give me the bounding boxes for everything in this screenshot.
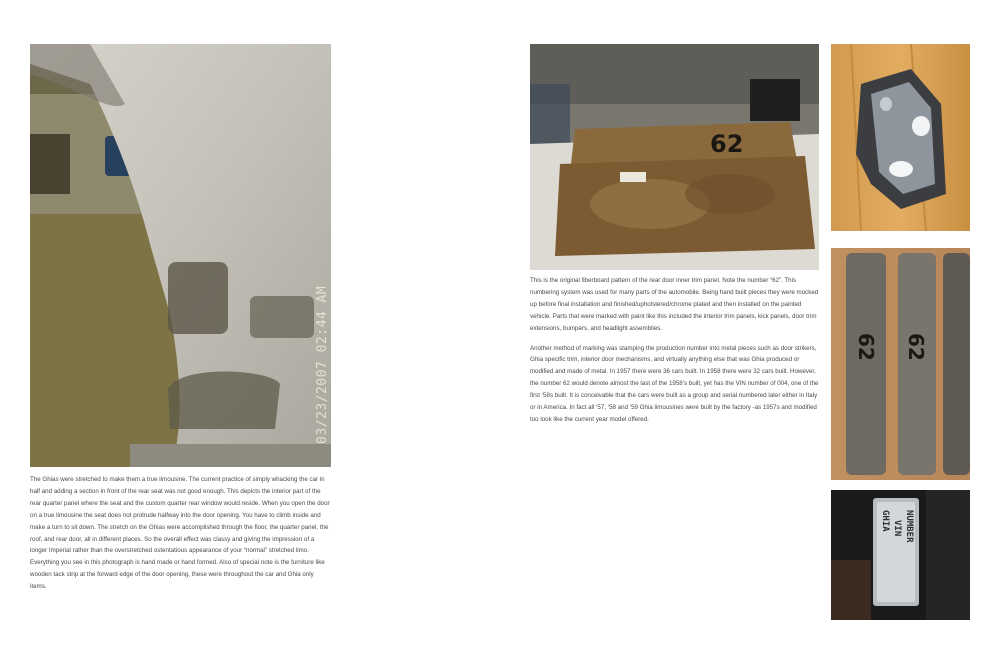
- vin-plate-line2: VIN: [892, 520, 902, 537]
- trim-panel-photo: [530, 44, 819, 270]
- right-caption: [530, 275, 820, 426]
- striker-number-left: 62: [854, 333, 878, 361]
- chrome-bracket-photo: [831, 44, 970, 231]
- right-caption-paragraph-1: This is the original fiberboard pattern of the rear door inner trim panel. Note the number “62”. This numbering system was used for many parts of the automobile. Being hand built pieces they were mocked up before final installation and finished/upholstered/chrome plated and then installed on the painted vehicle. Parts that were marked with paint like this included the interior trim panels, kick panels, door trim extensions, bumpers, and headlight assemblies.: [530, 277, 819, 332]
- striker-number-right: 62: [904, 333, 928, 361]
- vin-plate-line1: GHIA: [880, 510, 890, 532]
- left-caption: [30, 474, 330, 593]
- striker-plates-photo: [831, 248, 970, 480]
- left-caption-text: The Ghias were stretched to make them a true limousine. The current practice of simply whacking the car in half and adding a section in front of the rear seat was not good enough. This depicts the interior part of the rear quarter panel where the seat and the custom quarter rear window would reside. When you open the door on a true limousine the seat does not protrude halfway into the door opening. You have to climb inside and make a turn to sit down. The stretch on the Ghias were accomplished through the floor, the quarter panel, the roof, and rear door, all in different places. So the overall effect was classy and giving the impression of a longer Imperial rather than the overstretched ostentatious appearance of your “normal” stretched limo. Everything you see in this photograph is hand made or hand formed. Also of special note is the furniture like wooden tack strip at the forward edge of the door opening, these were throughout the car and Ghia only items.: [30, 476, 330, 591]
- vin-plate-line3: NUMBER: [904, 510, 914, 543]
- photo-timestamp: 03/23/2007 02:44 AM: [315, 285, 330, 444]
- right-caption-paragraph-2: Another method of marking was stamping the production number into metal pieces such as door strikers, Ghia specific trim, interior door mechanisms, and virtually anything else that was Ghia produced or modified and made of metal. In 1957 there were 36 cars built. In 1958 there were 32 cars built. However, the number 62 would denote almost the last of the 1958’s built, yet has the VIN number of 004, one of the first ‘58s built. It is conceivable that the cars were built as a group and serial numbered later either in Italy or in America. In fact all ‘57, ‘58 and ‘59 Ghia limousines were built by the factory -as 1957s and modified too look like the current year model offered.: [530, 344, 819, 423]
- vin-plate-photo: [831, 490, 970, 620]
- door-opening-photo: [30, 44, 331, 467]
- trim-panel-number: 62: [710, 130, 744, 158]
